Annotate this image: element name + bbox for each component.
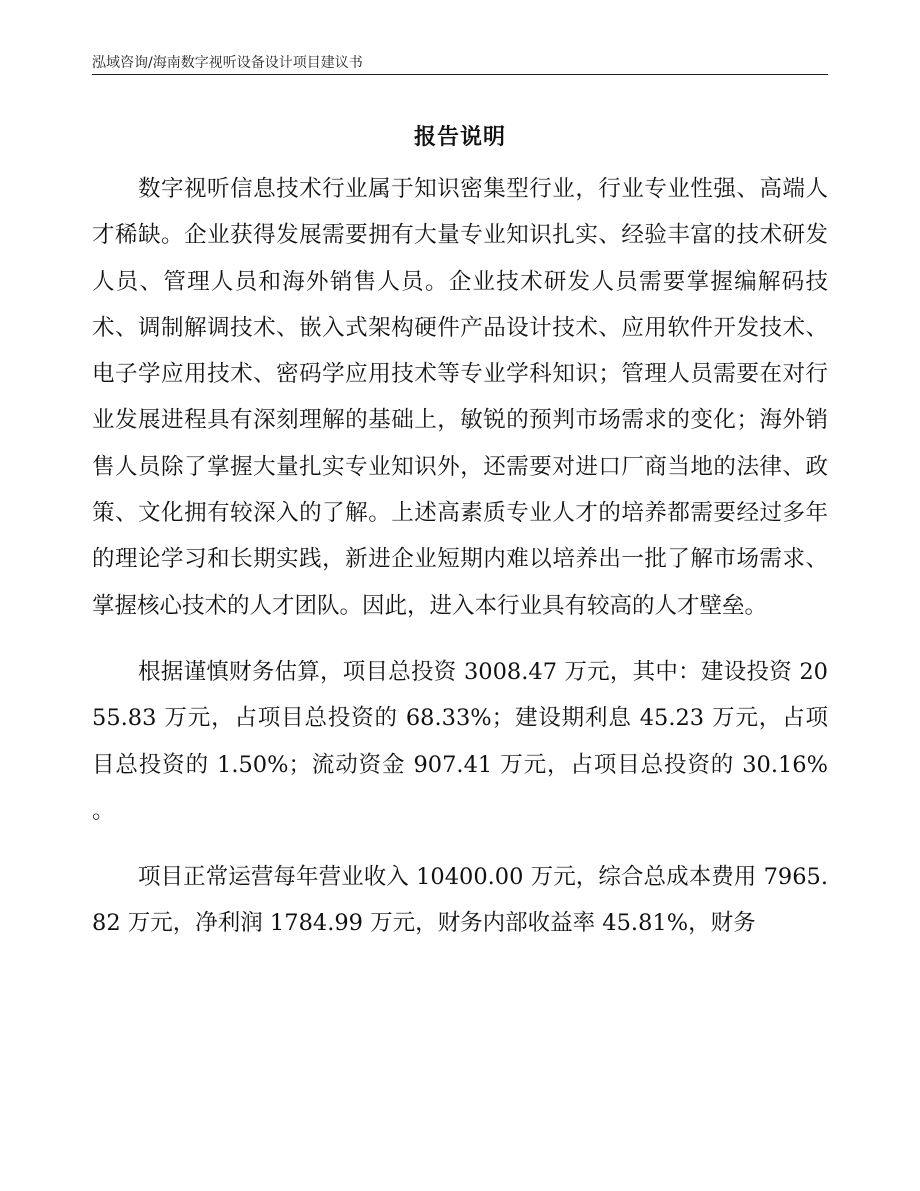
body-text: [92, 166, 828, 947]
section-title: 报告说明: [413, 125, 506, 150]
paragraph-talent-barrier: 数字视听信息技术行业属于知识密集型行业，行业专业性强、高端人才稀缺。企业获得发展需要拥有大量专业知识扎实、经验丰富的技术研发人员、管理人员和海外销售人员。企业技术研发人员需要掌握编解码技术、调制解调技术、嵌入式架构硬件产品设计技术、应用软件开发技术、电子学应用技术、密码学应用技术等专业学科知识；管理人员需要在对行业发展进程具有深刻理解的基础上，敏锐的预判市场需求的变化；海外销售人员除了掌握大量扎实专业知识外，还需要对进口厂商当地的法律、政策、文化拥有较深入的了解。上述高素质专业人才的培养都需要经过多年的理论学习和长期实践，新进企业短期内难以培养出一批了解市场需求、掌握核心技术的人才团队。因此，进入本行业具有较高的人才壁垒。: [92, 176, 828, 619]
running-header-text: 泓域咨询/海南数字视听设备设计项目建议书: [92, 55, 363, 71]
running-header: [92, 50, 828, 75]
paragraph-investment-estimate: 根据谨慎财务估算，项目总投资 3008.47 万元，其中：建设投资 2055.83 万元，占项目总投资的 68.33%；建设期利息 45.23 万元，占项目总投资的 1.50%；流动资金 907.41 万元，占项目总投资的 30.16% 。: [92, 658, 828, 824]
paragraph-operating-revenue: 项目正常运营每年营业收入 10400.00 万元，综合总成本费用 7965.82 万元，净利润 1784.99 万元，财务内部收益率 45.81%，财务: [92, 864, 828, 937]
